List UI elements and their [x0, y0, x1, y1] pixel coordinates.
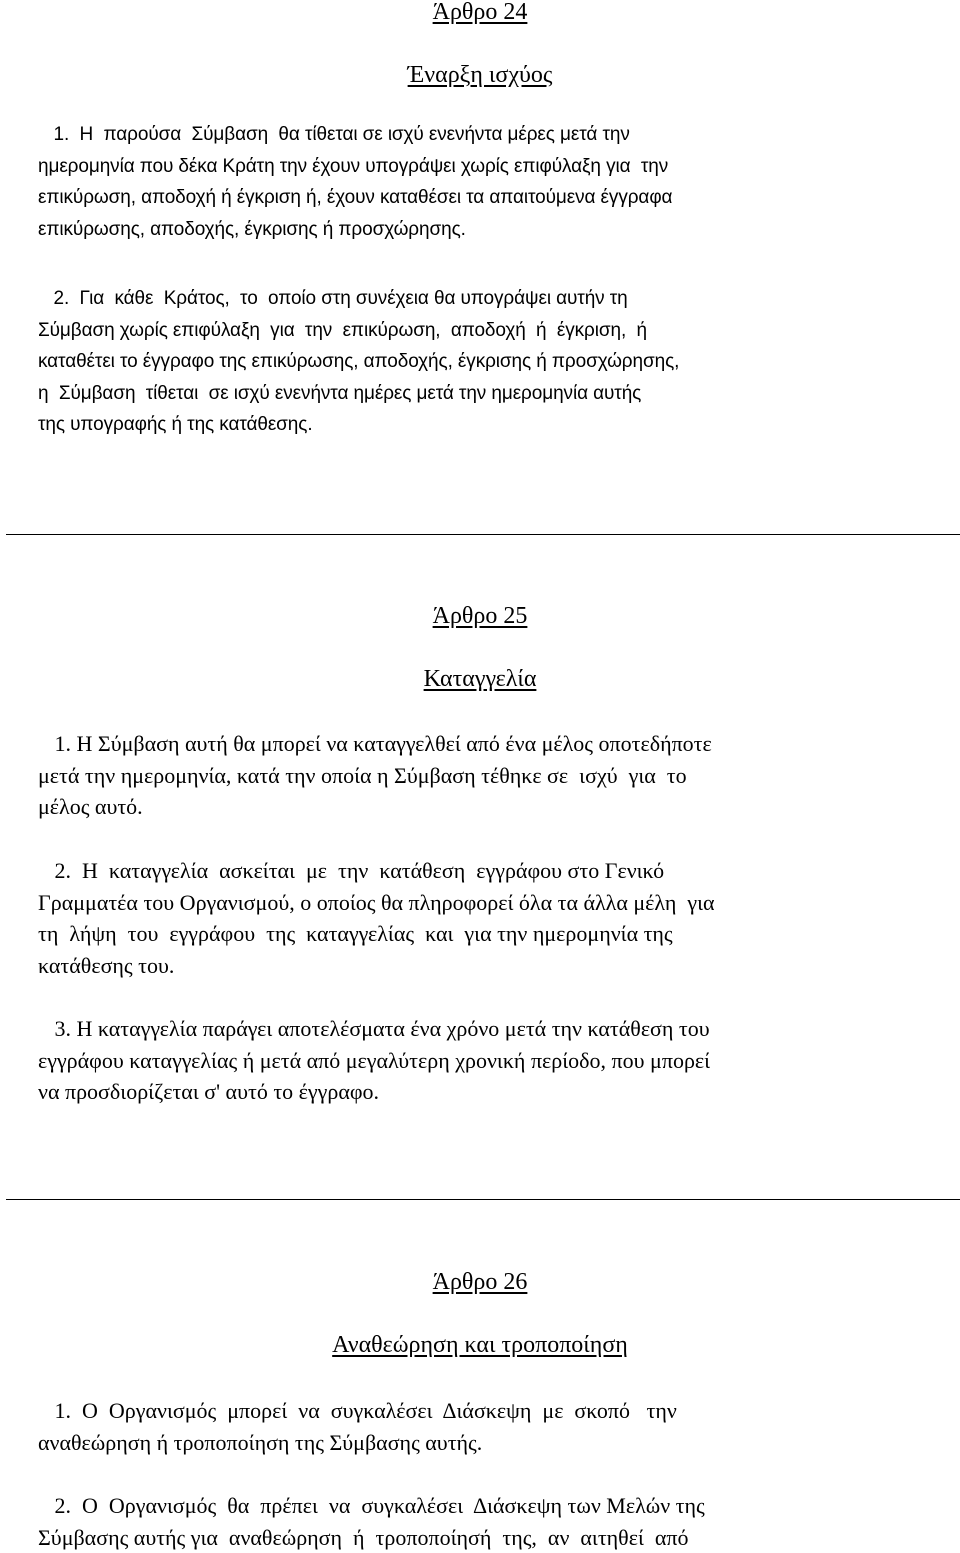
text-line: 3. Η καταγγελία παράγει αποτελέσματα ένα χρόνο μετά την κατάθεση του: [38, 1016, 710, 1041]
article-24-paragraph-1: [38, 119, 938, 245]
text-line: η Σύμβαση τίθεται σε ισχύ ενενήντα ημέρες μετά την ημερομηνία αυτής: [38, 382, 642, 404]
text-line: τη λήψη του εγγράφου της καταγγελίας και για την ημερομηνία της: [38, 921, 673, 946]
text-line: Σύμβαση χωρίς επιφύλαξη για την επικύρωση, αποδοχή ή έγκριση, ή: [38, 319, 647, 341]
text-line: επικύρωση, αποδοχή ή έγκριση ή, έχουν καταθέσει τα απαιτούμενα έγγραφα: [38, 187, 673, 208]
text-line: μέλος αυτό.: [38, 794, 143, 819]
article-26-paragraph-1: [38, 1395, 938, 1458]
text-line: της υπογραφής ή της κατάθεσης.: [38, 414, 313, 435]
text-line: ημερομηνία που δέκα Κράτη την έχουν υπογράψει χωρίς επιφύλαξη για την: [38, 155, 669, 177]
article-25-subtitle: Καταγγελία: [423, 666, 537, 692]
text-line: 1. Ο Οργανισμός μπορεί να συγκαλέσει Διάσκεψη με σκοπό την: [38, 1398, 677, 1423]
text-line: επικύρωσης, αποδοχής, έγκρισης ή προσχώρησης.: [38, 218, 466, 240]
article-26-paragraph-2: [38, 1490, 938, 1553]
article-25-paragraph-2: [38, 855, 938, 981]
text-line: Γραμματέα του Οργανισμού, ο οποίος θα πληροφορεί όλα τα άλλα μέλη για: [38, 889, 715, 915]
text-line: 2. Η καταγγελία ασκείται με την κατάθεση εγγράφου στο Γενικό: [38, 858, 665, 883]
section-divider: [6, 534, 960, 535]
text-line: 2. Ο Οργανισμός θα πρέπει να συγκαλέσει Διάσκεψη των Μελών της: [38, 1493, 705, 1518]
text-line: 1. Η Σύμβαση αυτή θα μπορεί να καταγγελθεί από ένα μέλος οποτεδήποτε: [38, 731, 712, 756]
article-25-paragraph-3: [38, 1013, 938, 1108]
text-line: 2. Για κάθε Κράτος, το οποίο στη συνέχεια θα υπογράψει αυτήν τη: [38, 288, 628, 309]
text-line: να προσδιορίζεται σ' αυτό το έγγραφο.: [38, 1079, 380, 1104]
article-26-title: Άρθρο 26: [432, 1269, 528, 1295]
article-25-title: Άρθρο 25: [432, 603, 528, 629]
article-24-subtitle: Έναρξη ισχύος: [407, 62, 553, 88]
section-divider: [6, 1199, 960, 1200]
text-line: μετά την ημερομηνία, κατά την οποία η Σύμβαση τέθηκε σε ισχύ για το: [38, 762, 687, 788]
article-24-paragraph-2: [38, 283, 938, 441]
text-line: Σύμβασης αυτής για αναθεώρηση ή τροποποίησή της, αν αιτηθεί από: [38, 1524, 689, 1550]
article-24-title: Άρθρο 24: [432, 0, 528, 25]
article-25-paragraph-1: [38, 728, 938, 823]
text-line: κατάθεσης του.: [38, 952, 175, 978]
text-line: εγγράφου καταγγελίας ή μετά από μεγαλύτερη χρονική περίοδο, που μπορεί: [38, 1047, 711, 1073]
text-line: καταθέτει το έγγραφο της επικύρωσης, αποδοχής, έγκρισης ή προσχώρησης,: [38, 351, 680, 372]
text-line: 1. Η παρούσα Σύμβαση θα τίθεται σε ισχύ ενενήντα μέρες μετά την: [38, 124, 630, 145]
article-26-subtitle: Αναθεώρηση και τροποποίηση: [332, 1332, 628, 1358]
text-line: αναθεώρηση ή τροποποίηση της Σύμβασης αυτής.: [38, 1429, 483, 1455]
